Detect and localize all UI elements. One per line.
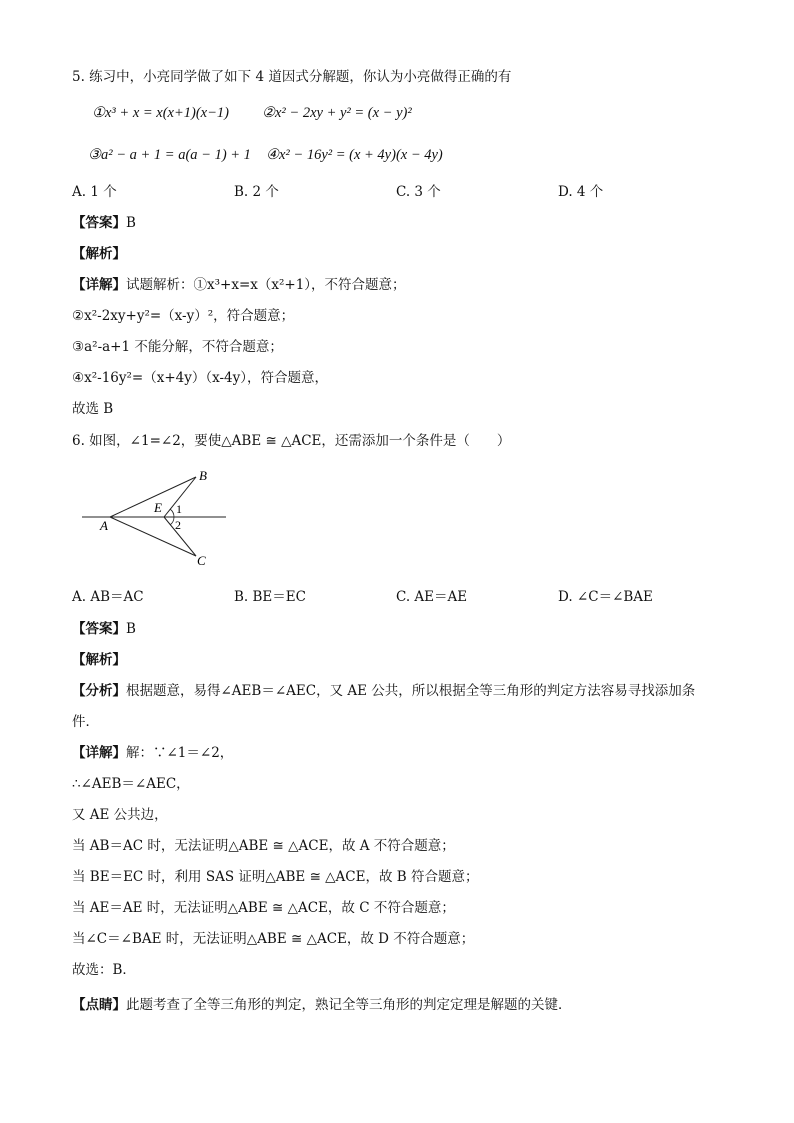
q5-equation-1: ①x³ + x = x(x+1)(x−1) bbox=[92, 105, 229, 121]
q6-detail-3: 又 AE 公共边， bbox=[72, 807, 168, 823]
q6-detail-1 bbox=[72, 744, 233, 762]
q6-detail-4: 当 AB＝AC 时，无法证明△ABE ≅ △ACE，故 A 不符合题意； bbox=[72, 838, 455, 854]
q6-fenxi-2: 件． bbox=[72, 714, 99, 730]
label-a: A bbox=[100, 518, 108, 533]
answer-value: B bbox=[126, 621, 136, 637]
detail-tag: 【详解】 bbox=[72, 277, 126, 293]
q5-detail-1 bbox=[72, 276, 406, 294]
q5-option-a: A. 1 个 bbox=[72, 184, 117, 200]
q5-stem: 5. 练习中，小亮同学做了如下 4 道因式分解题，你认为小亮做得正确的有 bbox=[72, 69, 512, 85]
q5-option-c: C. 3 个 bbox=[396, 184, 441, 200]
answer-tag: 【答案】 bbox=[72, 621, 126, 637]
answer-value: B bbox=[126, 215, 136, 231]
q6-fenxi-1 bbox=[72, 682, 695, 700]
q5-option-d: D. 4 个 bbox=[558, 184, 604, 200]
q6-detail-6: 当 AE＝AE 时，无法证明△ABE ≅ △ACE，故 C 不符合题意； bbox=[72, 900, 455, 916]
remark-tag: 【点睛】 bbox=[72, 997, 126, 1013]
label-2: 2 bbox=[175, 518, 181, 532]
q6-option-c: C. AE＝AE bbox=[396, 589, 468, 605]
q6-option-a: A. AB＝AC bbox=[72, 589, 144, 605]
segment-ac bbox=[110, 517, 196, 556]
detail-text: 试题解析：①x³+x=x（x²+1），不符合题意； bbox=[126, 277, 406, 293]
q6-option-b: B. BE＝EC bbox=[234, 589, 306, 605]
detail-tag: 【详解】 bbox=[72, 745, 126, 761]
q6-analysis-tag: 【解析】 bbox=[72, 652, 126, 668]
segment-ab bbox=[110, 477, 196, 517]
q5-equation-4: ④x² − 16y² = (x + 4y)(x − 4y) bbox=[266, 147, 443, 163]
q6-detail-7: 当∠C＝∠BAE 时，无法证明△ABE ≅ △ACE，故 D 不符合题意； bbox=[72, 931, 475, 947]
q6-detail-5: 当 BE＝EC 时，利用 SAS 证明△ABE ≅ △ACE，故 B 符合题意； bbox=[72, 869, 479, 885]
q5-analysis-tag: 【解析】 bbox=[72, 246, 126, 262]
q5-answer bbox=[72, 214, 136, 232]
triangle-figure bbox=[78, 464, 248, 574]
q5-conclusion: 故选 B bbox=[72, 401, 114, 417]
label-c: C bbox=[197, 553, 206, 568]
label-1: 1 bbox=[176, 502, 182, 516]
answer-tag: 【答案】 bbox=[72, 215, 126, 231]
q6-option-d: D. ∠C＝∠BAE bbox=[558, 589, 653, 605]
q6-conclusion: 故选：B． bbox=[72, 962, 136, 978]
label-e: E bbox=[154, 500, 162, 515]
fenxi-text: 根据题意，易得∠AEB＝∠AEC，又 AE 公共，所以根据全等三角形的判定方法容易寻找添加条 bbox=[126, 683, 696, 699]
q5-equation-2: ②x² − 2xy + y² = (x − y)² bbox=[262, 105, 412, 121]
angle-2-arc bbox=[170, 517, 174, 525]
q5-option-b: B. 2 个 bbox=[234, 184, 279, 200]
label-b: B bbox=[199, 468, 207, 483]
q6-stem: 6. 如图，∠1=∠2，要使△ABE ≅ △ACE，还需添加一个条件是（ ） bbox=[72, 433, 511, 449]
q5-detail-4: ④x²-16y²=（x+4y）（x-4y），符合题意， bbox=[72, 370, 329, 386]
detail-text: 解：∵∠1＝∠2， bbox=[126, 745, 234, 761]
q5-detail-2: ②x²-2xy+y²=（x-y）²，符合题意； bbox=[72, 308, 295, 324]
q5-detail-3: ③a²-a+1 不能分解，不符合题意； bbox=[72, 339, 283, 355]
q6-remark bbox=[72, 996, 572, 1014]
q5-equation-3: ③a² − a + 1 = a(a − 1) + 1 bbox=[88, 147, 251, 163]
q6-answer bbox=[72, 620, 136, 638]
angle-1-arc bbox=[170, 509, 174, 517]
q6-detail-2: ∴∠AEB＝∠AEC， bbox=[72, 776, 190, 792]
remark-text: 此题考查了全等三角形的判定，熟记全等三角形的判定定理是解题的关键． bbox=[126, 997, 572, 1013]
fenxi-tag: 【分析】 bbox=[72, 683, 126, 699]
